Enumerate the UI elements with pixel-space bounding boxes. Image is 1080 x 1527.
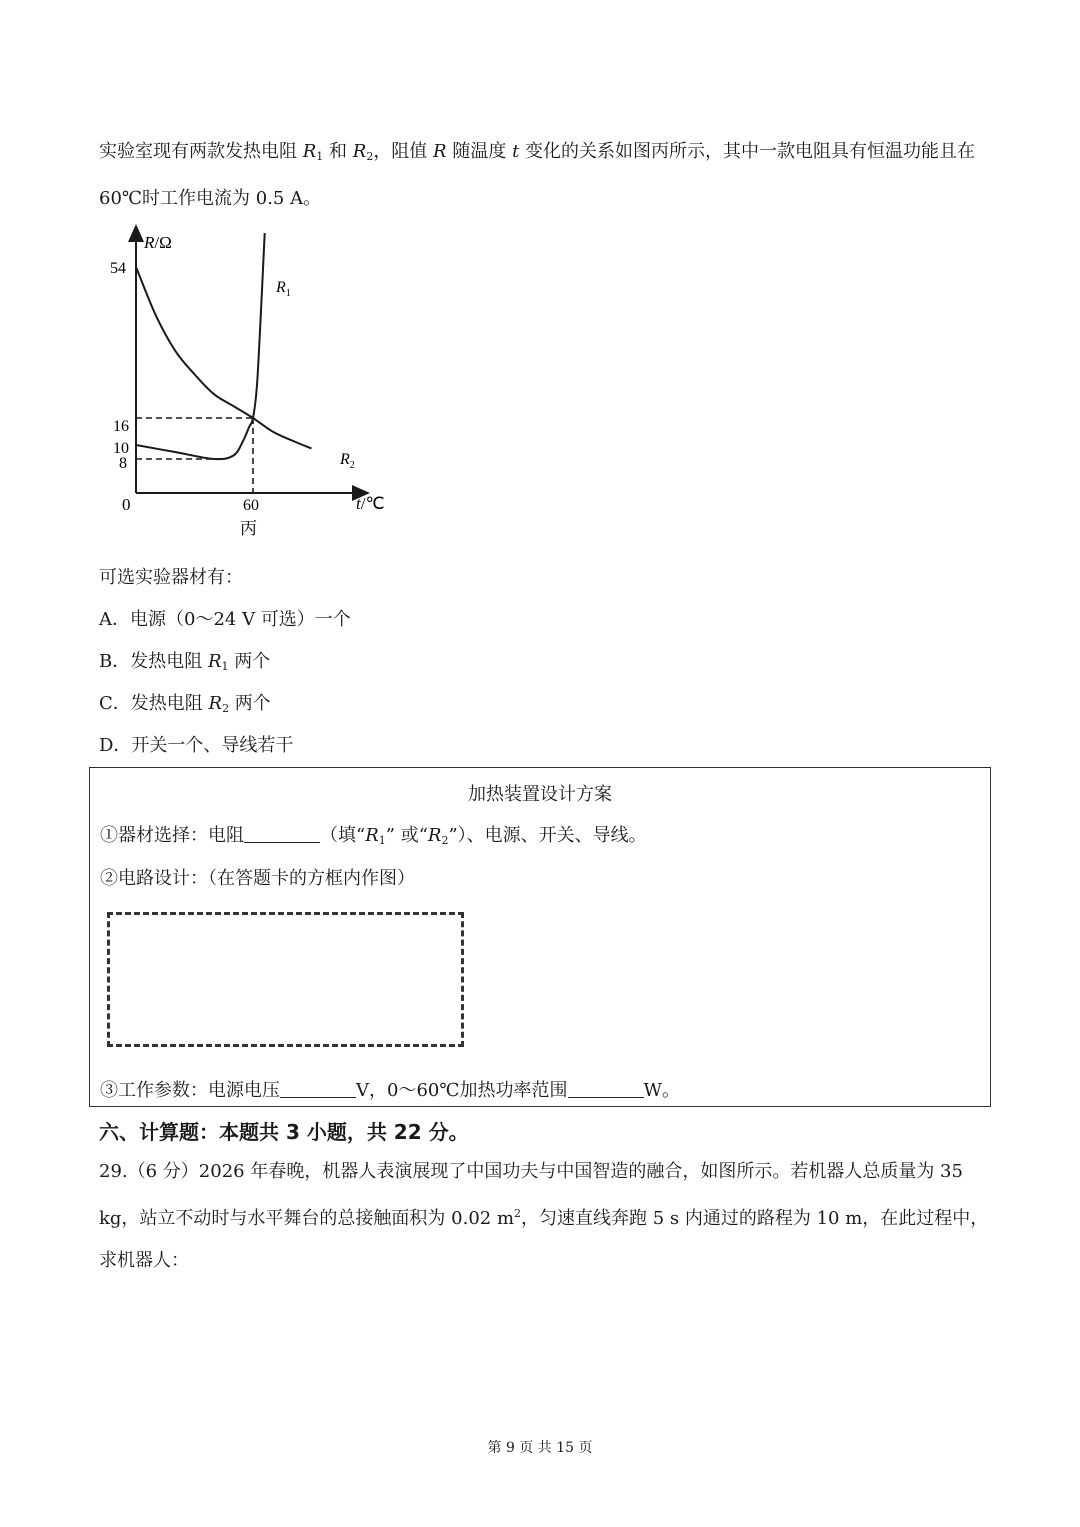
material-option-b: B．发热电阻 $R_1$ 两个 (99, 651, 271, 673)
voltage-blank[interactable] (280, 1081, 356, 1098)
design-item-1: ①器材选择：电阻 （填“$R_1$” 或“$R_2$”）、电源、开关、导线。 (100, 825, 647, 847)
power-range-blank[interactable] (568, 1081, 644, 1098)
intro-paragraph: 实验室现有两款发热电阻 $R_1$ 和 $R_2$，阻值 R 随温度 t 变化的关系如图丙所示，其中一款电阻具有恒温功能且在 60℃时工作电流为 0.5 A。 (99, 141, 976, 209)
r1-curve-label: $R_1$ (276, 279, 291, 299)
y-tick-54: 54 (110, 260, 126, 277)
design-plan-title: 加热装置设计方案 (468, 784, 612, 805)
design-plan-box (89, 767, 991, 1107)
x-tick-60: 60 (243, 497, 259, 514)
section-heading: 六、计算题：本题共 3 小题，共 22 分。 (99, 1120, 469, 1144)
material-option-c: C．发热电阻 $R_2$ 两个 (99, 693, 271, 715)
resistor-choice-blank[interactable] (244, 826, 320, 843)
material-option-d: D．开关一个、导线若干 (99, 735, 294, 756)
curve-r1 (136, 233, 265, 459)
graph-caption: 丙 (240, 519, 257, 539)
design-item-3: ③工作参数：电源电压 V，0～60℃加热功率范围 W。 (100, 1080, 681, 1101)
resistance-temperature-graph (100, 222, 400, 542)
material-option-a: A．电源（0～24 V 可选）一个 (99, 609, 351, 630)
materials-heading: 可选实验器材有： (99, 567, 243, 588)
curves (136, 233, 312, 459)
question-29: 29.（6 分）2026 年春晚，机器人表演展现了中国功夫与中国智造的融合，如图所示。若机器人总质量为 35 kg，站立不动时与水平舞台的总接触面积为 0.02 $m^2$，匀速直线奔跑 5 s 内通过的路程为 10 m，在此过程中，求机器人： (99, 1161, 989, 1271)
y-tick-8: 8 (119, 455, 127, 472)
y-axis-label: R/Ω (144, 233, 172, 252)
r2-curve-label: $R_2$ (340, 451, 355, 471)
x-axis-label: t/℃ (356, 494, 385, 513)
design-item-2: ②电路设计：（在答题卡的方框内作图） (100, 868, 415, 889)
y-tick-10: 10 (113, 440, 129, 457)
y-tick-16: 16 (113, 418, 129, 435)
circuit-drawing-frame[interactable] (107, 912, 464, 1047)
origin-label: 0 (122, 495, 131, 514)
page-footer: 第 9 页 共 15 页 (487, 1440, 593, 1456)
